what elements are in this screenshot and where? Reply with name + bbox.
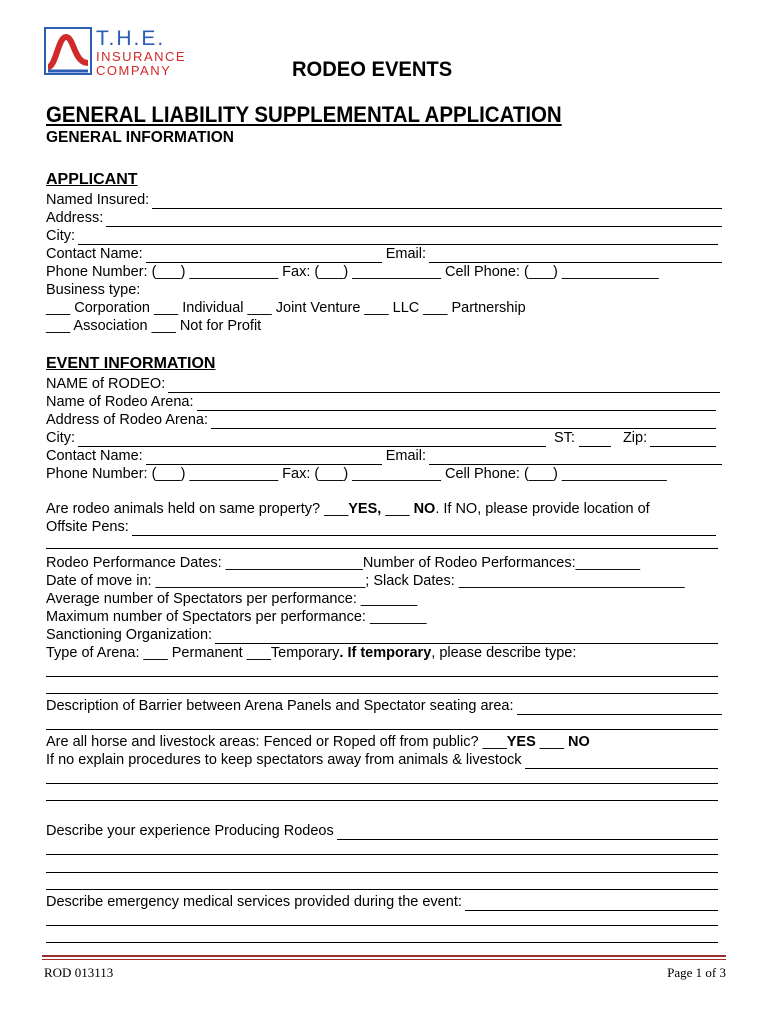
event-phone-row	[46, 465, 722, 483]
event-email-field[interactable]	[429, 450, 722, 465]
experience-line-2[interactable]	[46, 872, 718, 873]
contact-row	[46, 245, 722, 263]
event-zip-label: Zip:	[622, 430, 648, 446]
animals-mid: ___	[381, 501, 414, 517]
fax-label[interactable]: Fax: (___) ___________	[282, 264, 441, 280]
offsite-pens-row	[46, 518, 716, 536]
document-title: RODEO EVENTS	[292, 58, 453, 81]
business-type-row	[46, 281, 722, 299]
performance-row	[46, 554, 722, 572]
avg-spectators-label[interactable]: Average number of Spectators per performance: _______	[46, 591, 418, 607]
business-type-options-text-1[interactable]: ___ Corporation ___ Individual ___ Joint Venture ___ LLC ___ Partnership	[46, 300, 526, 316]
fenced-yes-option[interactable]: YES	[506, 734, 536, 750]
event-phone-label[interactable]: Phone Number: (___) ___________	[46, 466, 279, 482]
if-no-field[interactable]	[525, 754, 718, 769]
if-no-row	[46, 751, 718, 769]
sanctioning-row	[46, 626, 718, 644]
event-st-label: ST:	[554, 430, 575, 446]
arena-type-row	[46, 644, 722, 662]
named-insured-field[interactable]	[152, 194, 722, 209]
animals-question-row	[46, 500, 722, 518]
arena-type-tail: , please describe type:	[431, 645, 577, 661]
address-row	[46, 209, 722, 227]
arena-name-label: Name of Rodeo Arena:	[46, 394, 194, 410]
arena-name-field[interactable]	[197, 396, 716, 411]
business-type-options-2	[46, 317, 722, 335]
page-number: Page 1 of 3	[667, 965, 726, 980]
offsite-pens-field[interactable]	[132, 521, 716, 536]
event-city-field[interactable]	[78, 432, 546, 447]
max-spectators-row	[46, 608, 722, 626]
arena-address-row	[46, 411, 716, 429]
address-field[interactable]	[106, 212, 722, 227]
emergency-label: Describe emergency medical services provided during the event:	[46, 894, 462, 910]
event-city-label: City:	[46, 430, 75, 446]
barrier-field[interactable]	[517, 700, 723, 715]
fenced-question-text: Are all horse and livestock areas: Fenced or Roped off from public? ___	[46, 734, 507, 750]
named-insured-row	[46, 191, 722, 209]
event-contact-label: Contact Name:	[46, 448, 143, 464]
logo-line3: COMPANY	[96, 63, 172, 78]
document-subtitle: GENERAL LIABILITY SUPPLEMENTAL APPLICATION	[46, 102, 562, 127]
phone-row	[46, 263, 722, 281]
rodeo-name-label: NAME of RODEO:	[46, 376, 166, 392]
offsite-pens-line[interactable]	[46, 548, 718, 549]
arena-name-row	[46, 393, 716, 411]
city-row	[46, 227, 718, 245]
event-contact-row	[46, 447, 722, 465]
arena-type-line-1[interactable]	[46, 676, 718, 677]
section-heading: GENERAL INFORMATION	[46, 129, 235, 146]
emergency-row	[46, 893, 718, 911]
barrier-row	[46, 697, 722, 715]
if-no-label: If no explain procedures to keep spectators away from animals & livestock	[46, 752, 522, 768]
event-contact-field[interactable]	[146, 450, 382, 465]
company-logo	[44, 27, 224, 79]
fenced-row	[46, 733, 722, 751]
emergency-line-1[interactable]	[46, 925, 718, 926]
city-field[interactable]	[78, 230, 718, 245]
barrier-line[interactable]	[46, 729, 718, 730]
experience-label: Describe your experience Producing Rodeos	[46, 823, 334, 839]
event-heading: EVENT INFORMATION	[46, 355, 216, 372]
event-email-label: Email:	[385, 448, 427, 464]
experience-row	[46, 822, 718, 840]
animals-yes-option[interactable]: YES,	[348, 501, 382, 517]
emergency-line-2[interactable]	[46, 942, 718, 943]
form-code: ROD 013113	[44, 965, 114, 980]
sanctioning-label: Sanctioning Organization:	[46, 627, 213, 643]
business-type-options-1	[46, 299, 722, 317]
if-no-line-2[interactable]	[46, 800, 718, 801]
footer-rule	[42, 955, 726, 957]
max-spectators-label[interactable]: Maximum number of Spectators per performance: _______	[46, 609, 427, 625]
business-type-options-text-2[interactable]: ___ Association ___ Not for Profit	[46, 318, 262, 334]
experience-line-3[interactable]	[46, 889, 718, 890]
event-fax-label[interactable]: Fax: (___) ___________	[282, 466, 441, 482]
logo-line2: INSURANCE	[96, 49, 187, 64]
experience-field[interactable]	[337, 825, 718, 840]
footer-rule-thin	[42, 959, 726, 960]
fenced-no-option[interactable]: NO	[568, 734, 590, 750]
avg-spectators-row	[46, 590, 722, 608]
num-performances-label[interactable]: Number of Rodeo Performances:________	[362, 555, 641, 571]
email-label: Email:	[385, 246, 427, 262]
logo-mark-icon	[44, 27, 92, 75]
if-no-line-1[interactable]	[46, 783, 718, 784]
rodeo-name-field[interactable]	[168, 378, 720, 393]
move-in-label[interactable]: Date of move in: __________________________; Slack Dates: ____________________________	[46, 573, 685, 589]
arena-type-text[interactable]: Type of Arena: ___ Permanent ___Temporary	[46, 645, 340, 661]
move-in-row	[46, 572, 722, 590]
address-label: Address:	[46, 210, 104, 226]
email-field[interactable]	[429, 248, 722, 263]
phone-label[interactable]: Phone Number: (___) ___________	[46, 264, 279, 280]
arena-type-bold: . If temporary	[339, 645, 432, 661]
experience-line-1[interactable]	[46, 854, 718, 855]
event-zip-field[interactable]	[650, 432, 716, 447]
contact-name-field[interactable]	[146, 248, 382, 263]
event-city-row	[46, 429, 716, 447]
arena-type-line-2[interactable]	[46, 693, 718, 694]
animals-question-text: Are rodeo animals held on same property? ___	[46, 501, 349, 517]
named-insured-label: Named Insured:	[46, 192, 150, 208]
business-type-label: Business type:	[46, 282, 141, 298]
performance-dates-label[interactable]: Rodeo Performance Dates: _________________	[46, 555, 363, 571]
cell-label[interactable]: Cell Phone: (___) ____________	[445, 264, 659, 280]
event-st-field[interactable]	[579, 432, 611, 447]
arena-address-label: Address of Rodeo Arena:	[46, 412, 209, 428]
animals-question-tail: . If NO, please provide location of	[435, 501, 650, 517]
animals-no-option[interactable]: NO	[413, 501, 436, 517]
fenced-mid: ___	[535, 734, 569, 750]
city-label: City:	[46, 228, 75, 244]
event-cell-label[interactable]: Cell Phone: (___) _____________	[445, 466, 667, 482]
contact-name-label: Contact Name:	[46, 246, 143, 262]
applicant-heading: APPLICANT	[46, 171, 138, 188]
sanctioning-field[interactable]	[215, 629, 718, 644]
emergency-field[interactable]	[465, 896, 718, 911]
barrier-label: Description of Barrier between Arena Panels and Spectator seating area:	[46, 698, 514, 714]
offsite-pens-label: Offsite Pens:	[46, 519, 129, 535]
logo-line1: T.H.E.	[96, 27, 166, 50]
rodeo-name-row	[46, 375, 720, 393]
arena-address-field[interactable]	[211, 414, 716, 429]
